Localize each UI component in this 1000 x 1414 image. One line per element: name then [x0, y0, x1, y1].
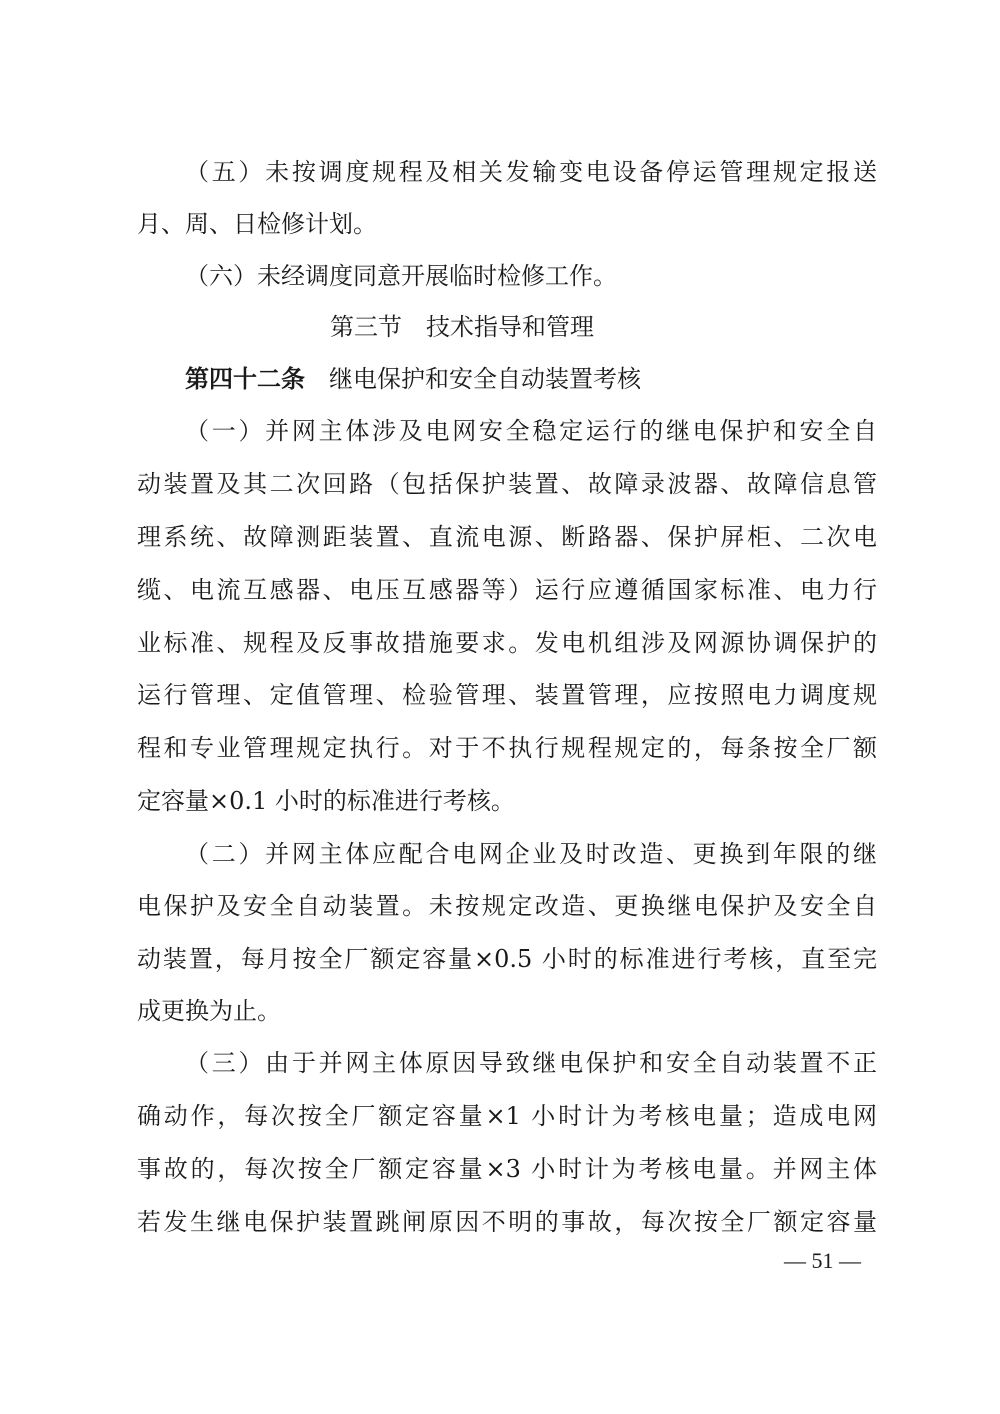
section-number: 第三节 [330, 313, 402, 341]
paragraph-line: 月、周、日检修计划。 [137, 210, 377, 238]
article-number: 第四十二条 [185, 364, 305, 393]
paragraph-line: 缆、电流互感器、电压互感器等）运行应遵循国家标准、电力行 [137, 576, 877, 604]
paragraph-line: 程和专业管理规定执行。对于不执行规程规定的，每条按全厂额 [137, 734, 877, 762]
article-title: 继电保护和安全自动装置考核 [329, 365, 641, 393]
paragraph-line: 运行管理、定值管理、检验管理、装置管理，应按照电力调度规 [137, 681, 877, 709]
paragraph-line: 定容量×0.1 小时的标准进行考核。 [137, 787, 515, 815]
paragraph-line: （二）并网主体应配合电网企业及时改造、更换到年限的继 [185, 840, 877, 868]
paragraph-line: （一）并网主体涉及电网安全稳定运行的继电保护和安全自 [185, 417, 877, 445]
paragraph-line: 动装置，每月按全厂额定容量×0.5 小时的标准进行考核，直至完 [137, 945, 877, 973]
paragraph-line: 理系统、故障测距装置、直流电源、断路器、保护屏柜、二次电 [137, 523, 877, 551]
section-heading [330, 312, 594, 342]
paragraph-line: （五）未按调度规程及相关发输变电设备停运管理规定报送 [185, 158, 877, 186]
paragraph-line: 若发生继电保护装置跳闸原因不明的事故，每次按全厂额定容量 [137, 1208, 877, 1236]
paragraph-line: 业标准、规程及反事故措施要求。发电机组涉及网源协调保护的 [137, 629, 877, 657]
paragraph-line: （三）由于并网主体原因导致继电保护和安全自动装置不正 [185, 1049, 877, 1077]
page-number: — 51 — [784, 1248, 861, 1273]
paragraph-line: （六）未经调度同意开展临时检修工作。 [185, 262, 617, 290]
article-heading [185, 364, 877, 394]
paragraph-line: 事故的，每次按全厂额定容量×3 小时计为考核电量。并网主体 [137, 1155, 877, 1183]
paragraph-line: 成更换为止。 [137, 997, 281, 1025]
paragraph-line: 确动作，每次按全厂额定容量×1 小时计为考核电量；造成电网 [137, 1102, 877, 1130]
paragraph-line: 动装置及其二次回路（包括保护装置、故障录波器、故障信息管 [137, 470, 877, 498]
section-title: 技术指导和管理 [426, 313, 594, 341]
paragraph-line: 电保护及安全自动装置。未按规定改造、更换继电保护及安全自 [137, 892, 877, 920]
